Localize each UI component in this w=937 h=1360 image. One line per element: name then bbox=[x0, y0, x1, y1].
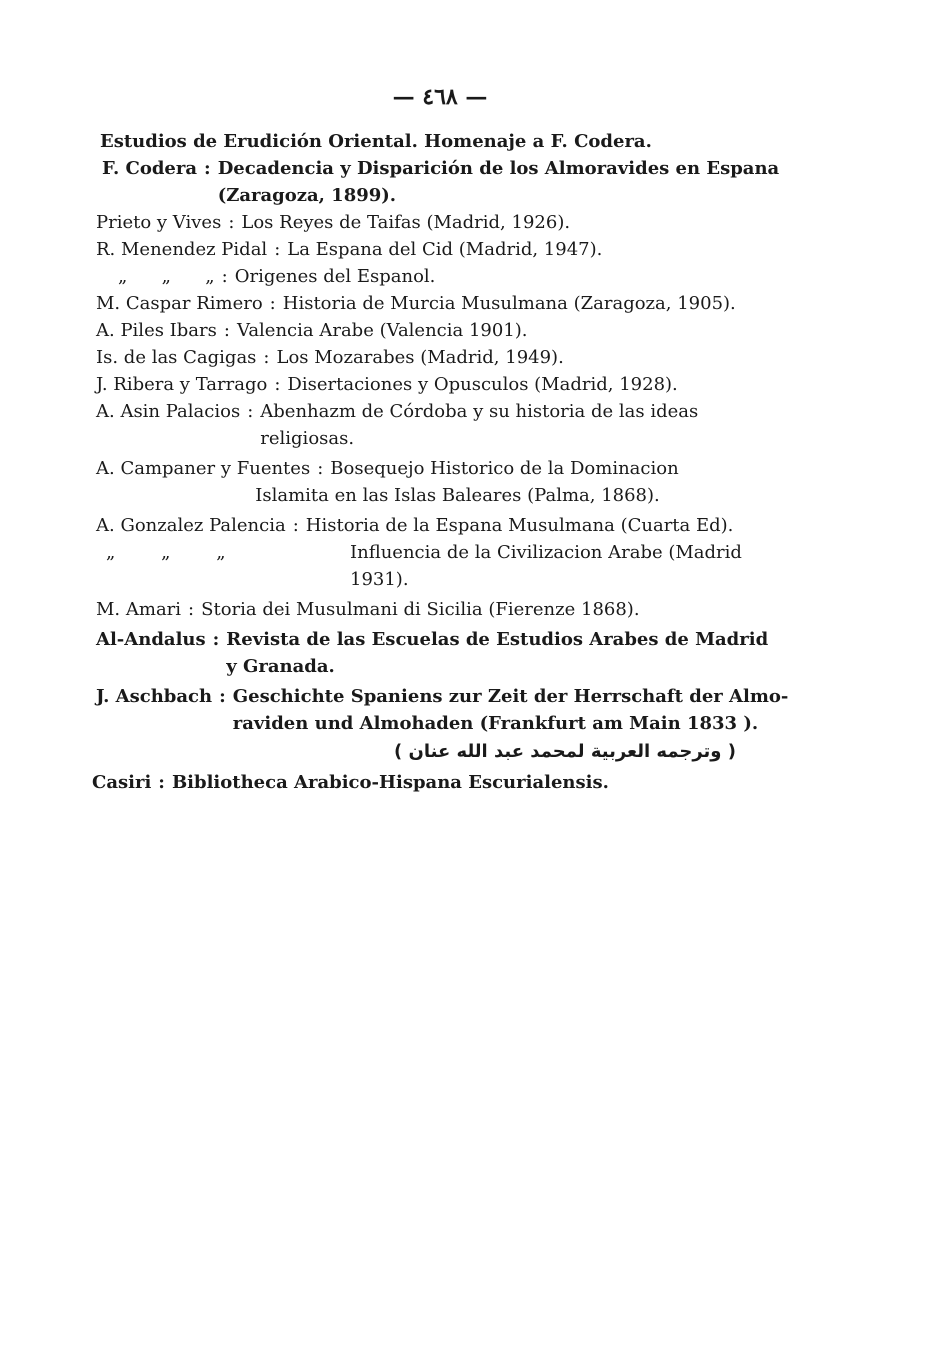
page-number: — ٤٦٨ — bbox=[392, 84, 488, 110]
entry-title: Origenes del Espanol. bbox=[234, 266, 436, 287]
bibliography-entry bbox=[96, 317, 786, 344]
entry-separator: : bbox=[158, 772, 165, 793]
entry-author: A. Piles Ibars bbox=[96, 320, 217, 341]
bibliography-entry bbox=[96, 455, 786, 509]
entry-title: Decadencia y Disparición de los Almoravides en Espana (Zaragoza, 1899). bbox=[217, 158, 780, 206]
bibliography-entry bbox=[92, 769, 786, 796]
bibliography-list bbox=[92, 128, 789, 796]
entry-title: Bosequejo Historico de la Dominacion Islamita en las Islas Baleares (Palma, 1868). bbox=[255, 458, 679, 506]
entry-author: J. Ribera y Tarrago bbox=[96, 374, 268, 395]
bibliography-entry bbox=[96, 155, 786, 209]
entry-separator: : bbox=[212, 629, 220, 650]
ditto-marks: „ „ „ bbox=[106, 542, 226, 563]
entry-title: La Espana del Cid (Madrid, 1947). bbox=[287, 239, 603, 260]
entry-separator: : bbox=[223, 320, 230, 341]
entry-author: A. Campaner y Fuentes bbox=[96, 458, 311, 479]
bibliography-entry bbox=[96, 512, 786, 539]
bibliography-entry bbox=[96, 290, 786, 317]
bibliography-entry bbox=[96, 344, 786, 371]
entry-title: Geschichte Spaniens zur Zeit der Herrschaft der Almo- raviden und Almohaden (Frankfurt am Main 1833 ). bbox=[232, 686, 789, 734]
entry-title: Los Reyes de Taifas (Madrid, 1926). bbox=[241, 212, 571, 233]
entry-title: Bibliotheca Arabico-Hispana Escurialensis. bbox=[171, 772, 609, 793]
entry-title: Disertaciones y Opusculos (Madrid, 1928). bbox=[287, 374, 678, 395]
entry-title: Estudios de Erudición Oriental. Homenaje a F. Codera. bbox=[100, 131, 652, 152]
entry-separator: : bbox=[274, 239, 281, 260]
entry-title: Abenhazm de Córdoba y su historia de las ideas religiosas. bbox=[260, 401, 699, 449]
entry-separator: : bbox=[274, 374, 281, 395]
entry-title: Storia dei Musulmani di Sicilia (Fierenze 1868). bbox=[201, 599, 640, 620]
entry-separator bbox=[324, 539, 338, 593]
entry-title: Influencia de la Civilizacion Arabe (Madrid 1931). bbox=[350, 542, 742, 590]
entry-author: Is. de las Cagigas bbox=[96, 347, 257, 368]
entry-separator: : bbox=[228, 212, 235, 233]
entry-separator: : bbox=[221, 266, 228, 287]
entry-author: F. Codera bbox=[102, 158, 198, 179]
bibliography-entry bbox=[96, 209, 786, 236]
entry-author: Prieto y Vives bbox=[96, 212, 222, 233]
ditto-marks: „ „ „ bbox=[118, 266, 215, 287]
arabic-translation-note: ( وترجمه العربية لمحمد عبد الله عنان ) bbox=[394, 741, 736, 762]
entry-separator: : bbox=[269, 293, 276, 314]
entry-author: A. Asin Palacios bbox=[96, 401, 241, 422]
entry-separator: : bbox=[292, 515, 299, 536]
entry-author: Casiri bbox=[92, 772, 152, 793]
bibliography-entry bbox=[96, 236, 786, 263]
entry-author: Al-Andalus bbox=[96, 629, 206, 650]
entry-separator: : bbox=[247, 401, 254, 422]
entry-author: J. Aschbach bbox=[96, 686, 213, 707]
bibliography-entry bbox=[96, 398, 786, 452]
entry-author: M. Caspar Rimero bbox=[96, 293, 263, 314]
entry-separator: : bbox=[204, 158, 211, 179]
entry-author: R. Menendez Pidal bbox=[96, 239, 268, 260]
bibliography-entry bbox=[96, 371, 786, 398]
entry-title: Los Mozarabes (Madrid, 1949). bbox=[276, 347, 564, 368]
entry-title: Revista de las Escuelas de Estudios Arabes de Madrid y Granada. bbox=[226, 629, 769, 677]
entry-title: Valencia Arabe (Valencia 1901). bbox=[236, 320, 528, 341]
bibliography-entry bbox=[96, 596, 786, 623]
entry-title: Historia de la Espana Musulmana (Cuarta Ed). bbox=[305, 515, 734, 536]
bibliography-entry bbox=[96, 128, 786, 155]
entry-separator: : bbox=[263, 347, 270, 368]
entry-title: Historia de Murcia Musulmana (Zaragoza, 1905). bbox=[282, 293, 736, 314]
entry-author: M. Amari bbox=[96, 599, 182, 620]
entry-separator: : bbox=[219, 686, 226, 707]
entry-separator: : bbox=[188, 599, 195, 620]
bibliography-entry bbox=[96, 539, 786, 593]
bibliography-entry bbox=[96, 626, 786, 680]
entry-separator: : bbox=[317, 458, 324, 479]
entry-author: A. Gonzalez Palencia bbox=[96, 515, 286, 536]
bibliography-entry bbox=[96, 263, 786, 290]
bibliography-entry bbox=[96, 683, 789, 737]
